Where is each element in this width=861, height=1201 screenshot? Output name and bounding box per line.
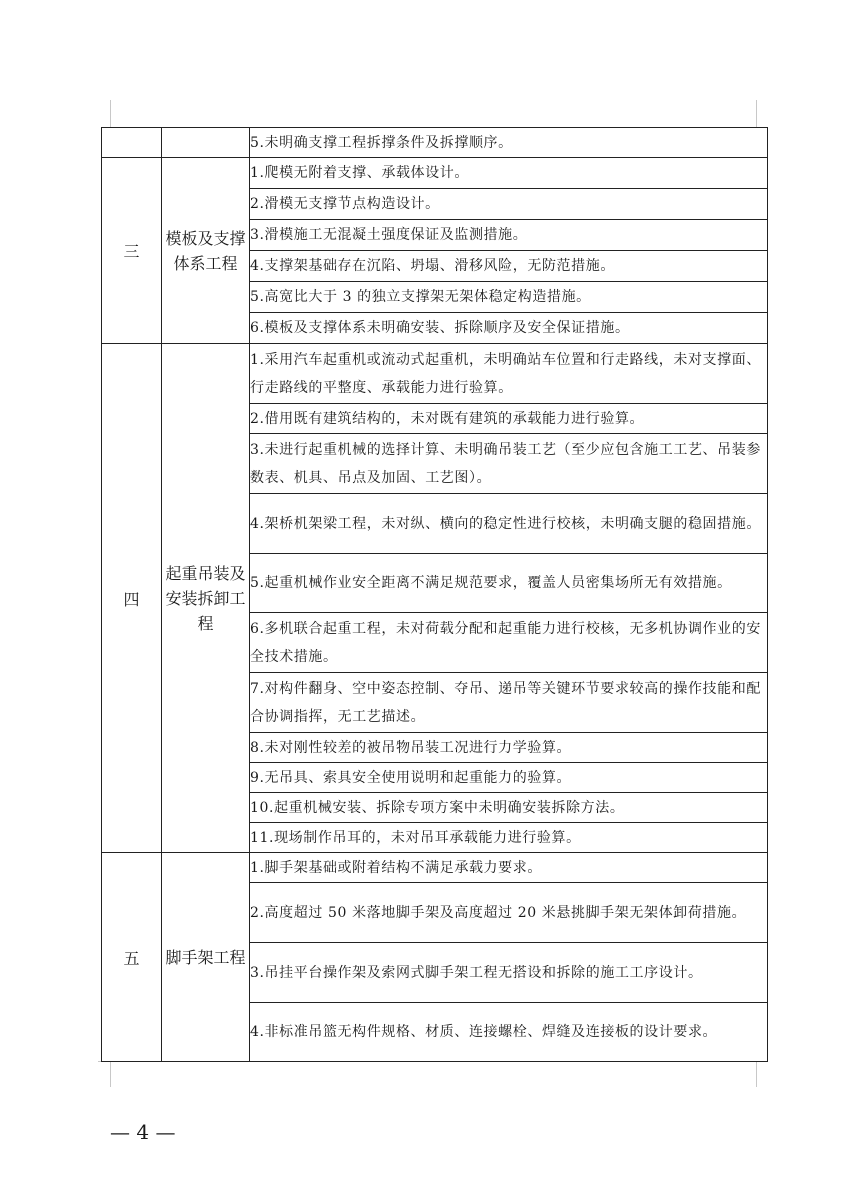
section-category: 起重吊装及安装拆卸工程 [162,344,250,853]
item-cell: 5.未明确支撑工程拆撑条件及拆撑顺序。 [250,128,768,158]
item-cell: 2.滑模无支撑节点构造设计。 [250,189,768,220]
section-number: 四 [102,344,162,853]
item-cell: 9.无吊具、索具安全使用说明和起重能力的验算。 [250,763,768,793]
section-number: 三 [102,158,162,344]
page-number: — 4 — [110,1120,176,1144]
item-cell: 3.未进行起重机械的选择计算、未明确吊装工艺（至少应包含施工工艺、吊装参数表、机具、吊点及加固、工艺图）。 [250,434,768,494]
item-cell: 6.多机联合起重工程，未对荷载分配和起重能力进行校核，无多机协调作业的安全技术措施。 [250,613,768,673]
section-category: 模板及支撑体系工程 [162,158,250,344]
item-cell: 4.支撑架基础存在沉陷、坍塌、滑移风险，无防范措施。 [250,251,768,282]
crop-mark-bottom-left-v [110,1061,111,1087]
table-row [102,128,768,158]
item-cell: 1.采用汽车起重机或流动式起重机，未明确站车位置和行走路线，未对支撑面、行走路线的平整度、承载能力进行验算。 [250,344,768,404]
item-cell: 5.起重机械作业安全距离不满足规范要求，覆盖人员密集场所无有效措施。 [250,554,768,613]
table-row [102,853,768,883]
item-cell: 5.高宽比大于 3 的独立支撑架无架体稳定构造措施。 [250,282,768,313]
crop-mark-top-right-v [756,100,757,127]
checklist-table [101,127,768,1062]
section-category: 脚手架工程 [162,853,250,1062]
item-cell: 4.非标准吊篮无构件规格、材质、连接螺栓、焊缝及连接板的设计要求。 [250,1003,768,1062]
item-cell: 1.脚手架基础或附着结构不满足承载力要求。 [250,853,768,883]
item-cell: 2.借用既有建筑结构的，未对既有建筑的承载能力进行验算。 [250,404,768,434]
item-cell: 6.模板及支撑体系未明确安装、拆除顺序及安全保证措施。 [250,313,768,344]
item-cell: 8.未对刚性较差的被吊物吊装工况进行力学验算。 [250,733,768,763]
item-cell: 7.对构件翻身、空中姿态控制、夺吊、递吊等关键环节要求较高的操作技能和配合协调指挥，无工艺描述。 [250,673,768,733]
empty-category-cell [162,128,250,158]
table-row [102,158,768,189]
item-cell: 3.滑模施工无混凝土强度保证及监测措施。 [250,220,768,251]
item-cell: 10.起重机械安装、拆除专项方案中未明确安装拆除方法。 [250,793,768,823]
section-number: 五 [102,853,162,1062]
table-row [102,344,768,404]
item-cell: 1.爬模无附着支撑、承载体设计。 [250,158,768,189]
item-cell: 3.吊挂平台操作架及索网式脚手架工程无搭设和拆除的施工工序设计。 [250,943,768,1003]
crop-mark-bottom-right-v [756,1061,757,1087]
item-cell: 2.高度超过 50 米落地脚手架及高度超过 20 米悬挑脚手架无架体卸荷措施。 [250,883,768,943]
item-cell: 11.现场制作吊耳的，未对吊耳承载能力进行验算。 [250,823,768,853]
empty-number-cell [102,128,162,158]
crop-mark-top-left-v [110,100,111,127]
item-cell: 4.架桥机架梁工程，未对纵、横向的稳定性进行校核，未明确支腿的稳固措施。 [250,494,768,554]
